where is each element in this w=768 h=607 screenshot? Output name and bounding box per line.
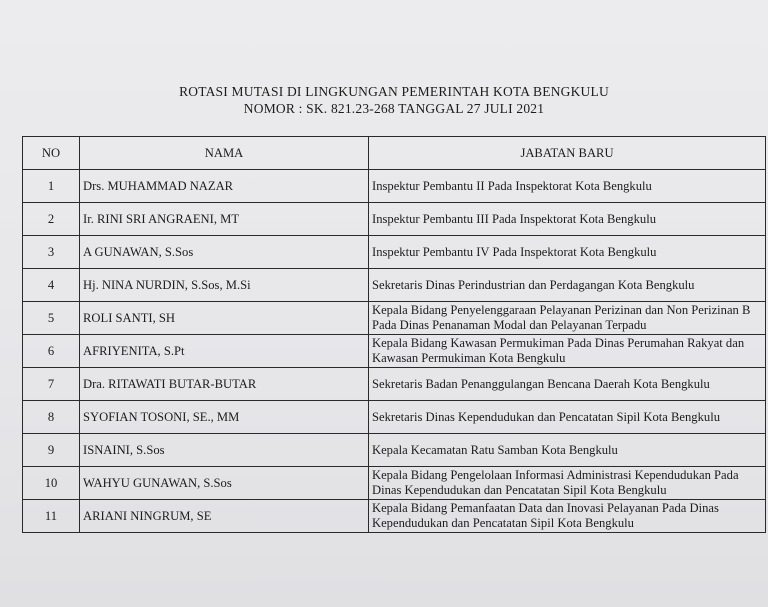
document-subtitle: NOMOR : SK. 821.23-268 TANGGAL 27 JULI 2021	[243, 101, 545, 116]
row-name: Dra. RITAWATI BUTAR-BUTAR	[80, 368, 369, 401]
row-position: Sekretaris Dinas Kependudukan dan Pencatatan Sipil Kota Bengkulu	[369, 401, 766, 434]
row-position: Kepala Bidang Pengelolaan Informasi Administrasi Kependudukan Pada Dinas Kependudukan dan Pencatatan Sipil Kota Bengkulu	[369, 467, 766, 500]
row-position: Kepala Bidang Kawasan Permukiman Pada Dinas Perumahan Rakyat dan Kawasan Permukiman Kota Bengkulu	[369, 335, 766, 368]
column-header-nama: NAMA	[80, 137, 369, 170]
row-number: 2	[23, 203, 80, 236]
row-name: Ir. RINI SRI ANGRAENI, MT	[80, 203, 369, 236]
table-row	[23, 467, 766, 500]
row-name: ISNAINI, S.Sos	[80, 434, 369, 467]
table-header-row	[23, 137, 766, 170]
row-position: Sekretaris Badan Penanggulangan Bencana Daerah Kota Bengkulu	[369, 368, 766, 401]
table-row	[23, 434, 766, 467]
row-number: 10	[23, 467, 80, 500]
row-position: Inspektur Pembantu IV Pada Inspektorat Kota Bengkulu	[369, 236, 766, 269]
row-number: 11	[23, 500, 80, 533]
table-row	[23, 500, 766, 533]
document-title: ROTASI MUTASI DI LINGKUNGAN PEMERINTAH KOTA BENGKULU	[179, 84, 609, 99]
row-position: Sekretaris Dinas Perindustrian dan Perdagangan Kota Bengkulu	[369, 269, 766, 302]
row-number: 1	[23, 170, 80, 203]
row-name: ARIANI NINGRUM, SE	[80, 500, 369, 533]
table-row	[23, 203, 766, 236]
table-row	[23, 401, 766, 434]
row-number: 4	[23, 269, 80, 302]
row-name: Drs. MUHAMMAD NAZAR	[80, 170, 369, 203]
row-number: 7	[23, 368, 80, 401]
row-position: Kepala Bidang Penyelenggaraan Pelayanan Perizinan dan Non Perizinan B Pada Dinas Penanaman Modal dan Pelayanan Terpadu	[369, 302, 766, 335]
table-body	[23, 170, 766, 533]
row-position: Inspektur Pembantu III Pada Inspektorat Kota Bengkulu	[369, 203, 766, 236]
row-number: 5	[23, 302, 80, 335]
row-number: 8	[23, 401, 80, 434]
row-number: 6	[23, 335, 80, 368]
row-position: Kepala Bidang Pemanfaatan Data dan Inovasi Pelayanan Pada Dinas Kependudukan dan Pencatatan Sipil Kota Bengkulu	[369, 500, 766, 533]
row-number: 3	[23, 236, 80, 269]
table-row	[23, 302, 766, 335]
table-row	[23, 368, 766, 401]
row-name: AFRIYENITA, S.Pt	[80, 335, 369, 368]
table-row	[23, 236, 766, 269]
row-name: Hj. NINA NURDIN, S.Sos, M.Si	[80, 269, 369, 302]
rotation-table	[22, 136, 766, 533]
column-header-jabatan: JABATAN BARU	[369, 137, 766, 170]
row-name: A GUNAWAN, S.Sos	[80, 236, 369, 269]
table-row	[23, 335, 766, 368]
row-name: ROLI SANTI, SH	[80, 302, 369, 335]
row-position: Inspektur Pembantu II Pada Inspektorat Kota Bengkulu	[369, 170, 766, 203]
row-name: WAHYU GUNAWAN, S.Sos	[80, 467, 369, 500]
table-row	[23, 170, 766, 203]
row-number: 9	[23, 434, 80, 467]
table-row	[23, 269, 766, 302]
row-name: SYOFIAN TOSONI, SE., MM	[80, 401, 369, 434]
column-header-no: NO	[23, 137, 80, 170]
row-position: Kepala Kecamatan Ratu Samban Kota Bengkulu	[369, 434, 766, 467]
